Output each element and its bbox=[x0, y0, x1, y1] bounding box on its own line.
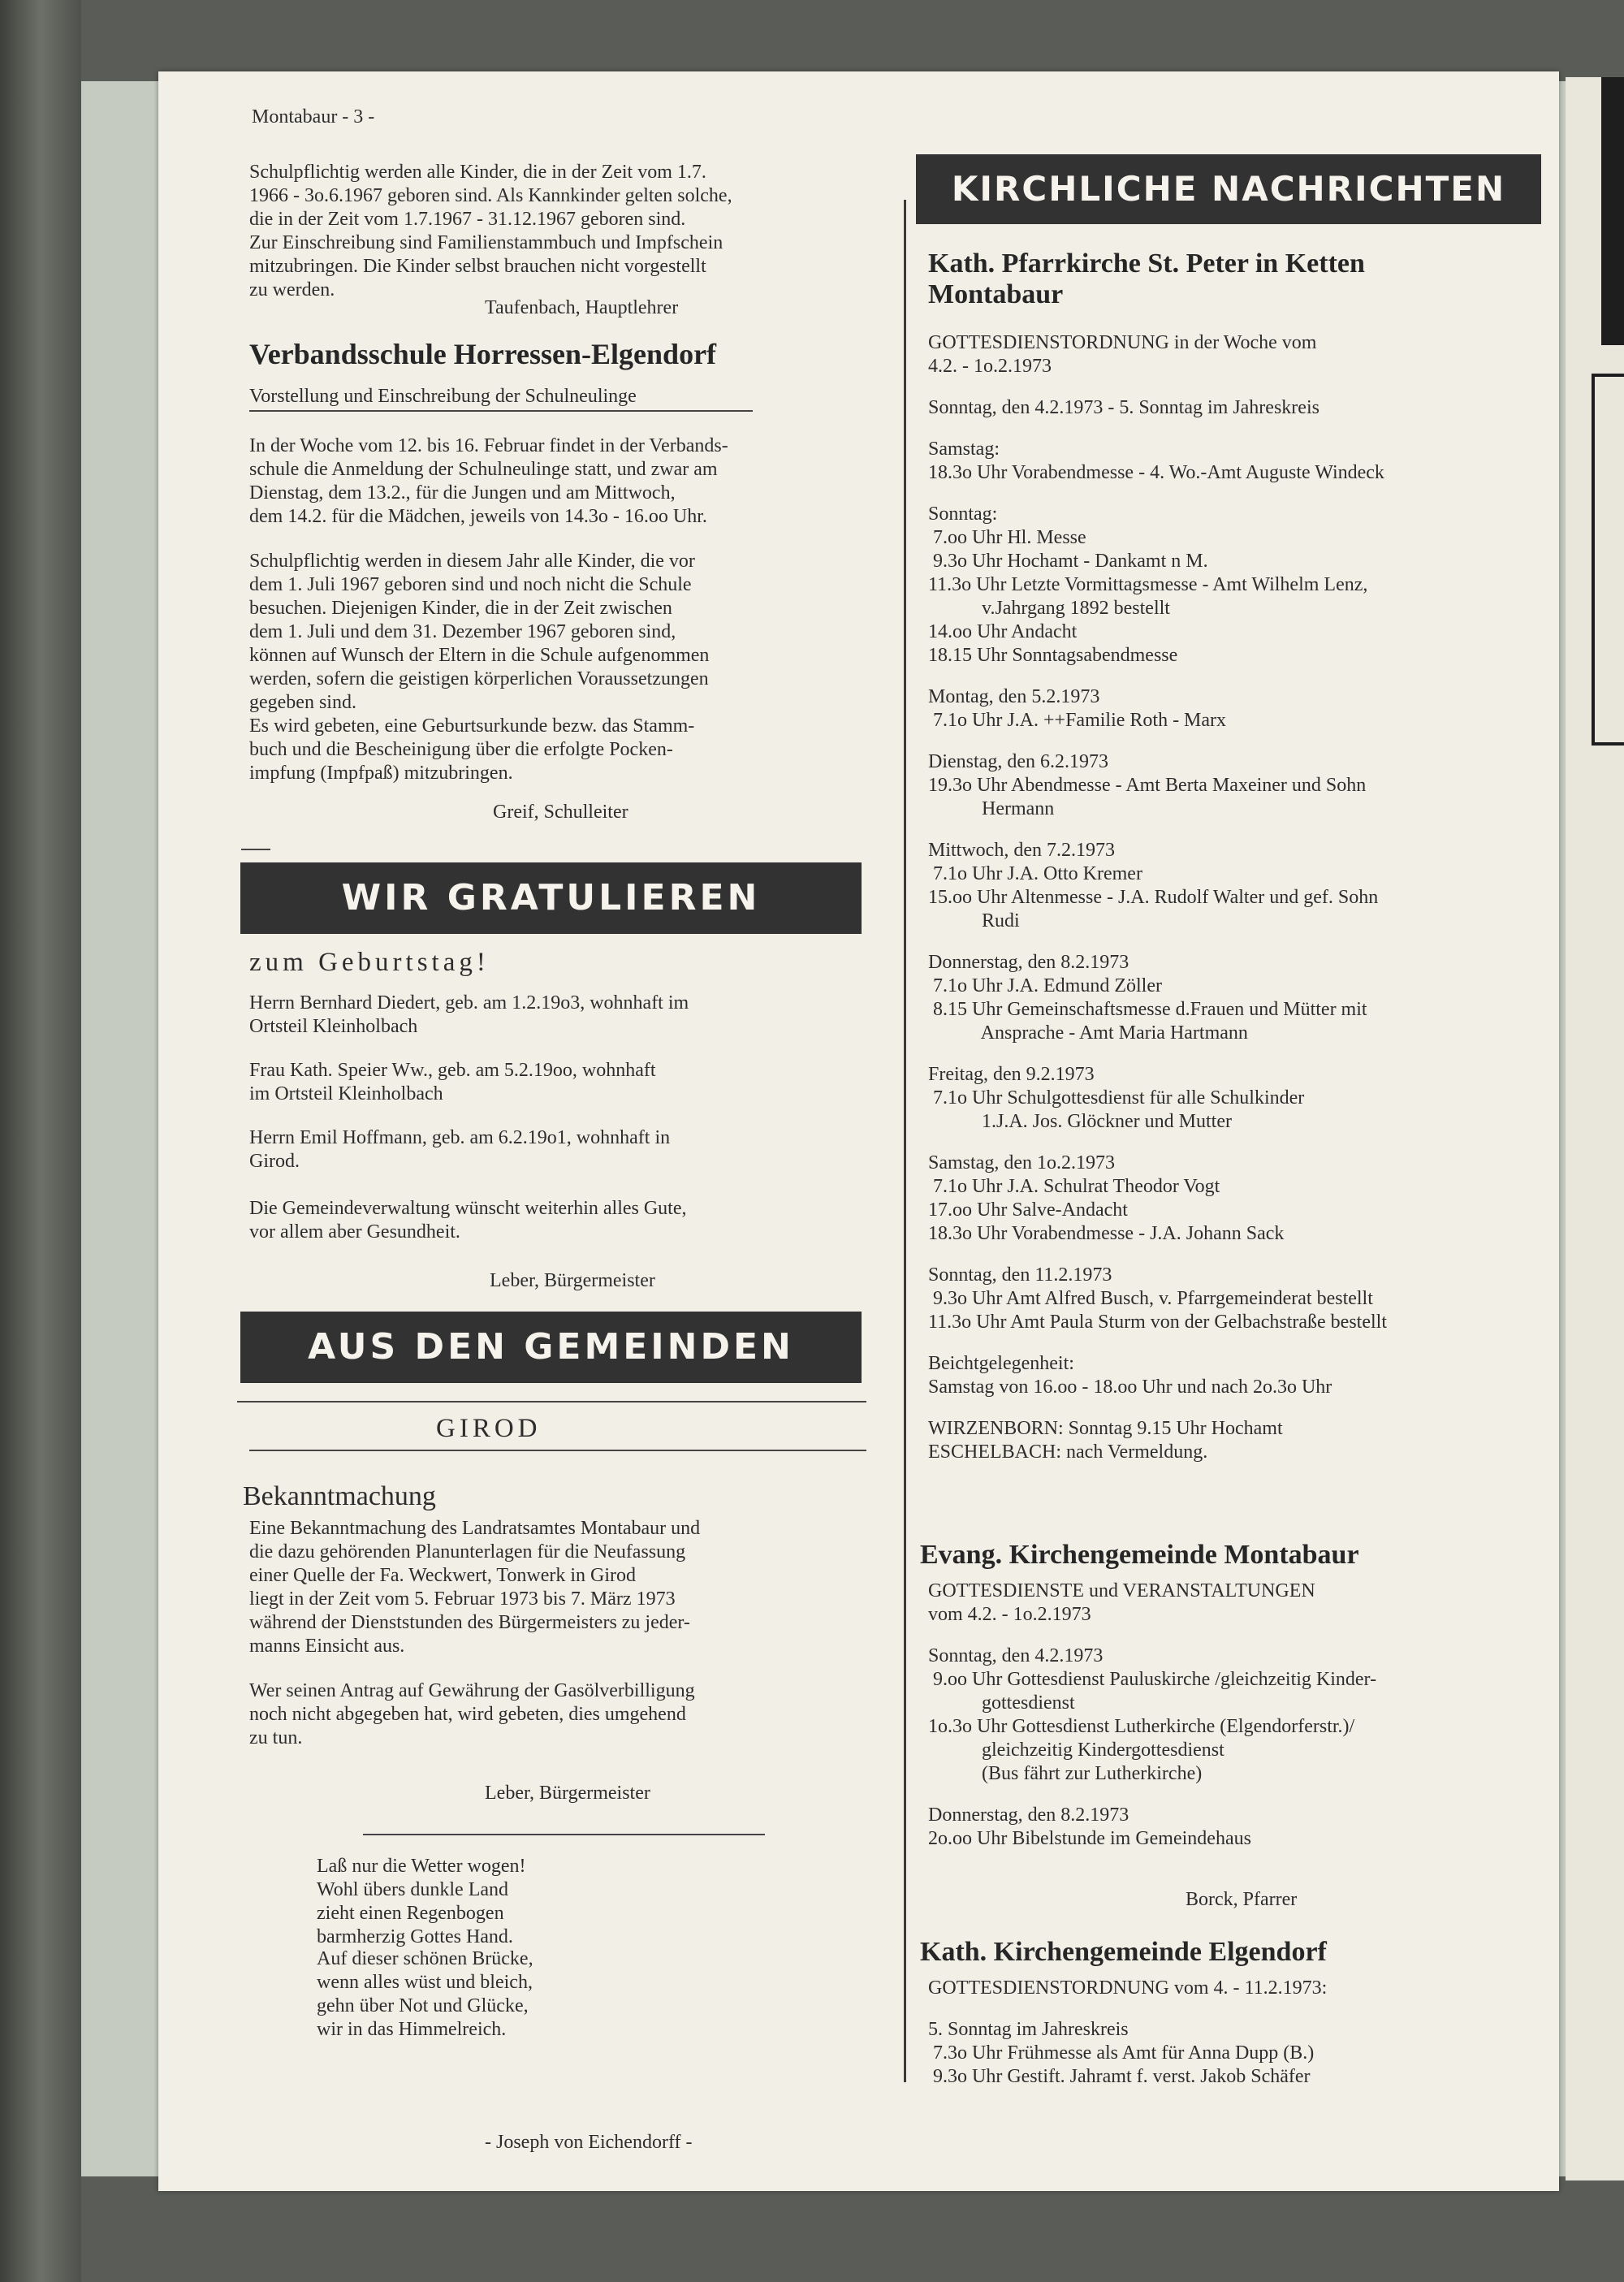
text-line: werden, sofern die geistigen körperlichen Voraussetzungen bbox=[249, 668, 709, 689]
text-line: Herrn Emil Hoffmann, geb. am 6.2.19o1, wohnhaft in bbox=[249, 1127, 671, 1148]
rule bbox=[363, 1834, 765, 1835]
text-line: GOTTESDIENSTORDNUNG vom 4. - 11.2.1973: bbox=[928, 1977, 1328, 1999]
text-line: zu werden. bbox=[249, 279, 335, 300]
text-line: gleichzeitig Kindergottesdienst bbox=[928, 1740, 1224, 1761]
subtitle-underline bbox=[249, 410, 753, 412]
newspaper-page bbox=[158, 71, 1559, 2191]
text-line: buch und die Bescheinigung über die erfolgte Pocken- bbox=[249, 739, 673, 760]
text-line: noch nicht abgegeben hat, wird gebeten, dies umgehend bbox=[249, 1704, 686, 1725]
text-line: 7.1o Uhr J.A. ++Familie Roth - Marx bbox=[928, 710, 1227, 731]
text-line: Auf dieser schönen Brücke, bbox=[317, 1948, 533, 1969]
text-line: ESCHELBACH: nach Vermeldung. bbox=[928, 1441, 1208, 1463]
text-line: liegt in der Zeit vom 5. Februar 1973 bis 7. März 1973 bbox=[249, 1588, 676, 1610]
evang-signature: Borck, Pfarrer bbox=[1186, 1889, 1298, 1910]
text-line: Rudi bbox=[928, 910, 1020, 931]
text-line: Zur Einschreibung sind Familienstammbuch und Impfschein bbox=[249, 232, 723, 253]
adjacent-page-edge bbox=[1566, 77, 1624, 2180]
rule bbox=[249, 1450, 866, 1451]
text-line: zieht einen Regenbogen bbox=[317, 1903, 504, 1924]
text-line: Es wird gebeten, eine Geburtsurkunde bezw. das Stamm- bbox=[249, 715, 695, 737]
text-line: impfung (Impfpaß) mitzubringen. bbox=[249, 763, 513, 784]
text-line: Samstag von 16.oo - 18.oo Uhr und nach 2o.3o Uhr bbox=[928, 1377, 1332, 1398]
text-line: GOTTESDIENSTORDNUNG in der Woche vom bbox=[928, 332, 1317, 353]
text-line: einer Quelle der Fa. Weckwert, Tonwerk in Girod bbox=[249, 1565, 637, 1586]
text-line: 9.3o Uhr Gestift. Jahramt f. verst. Jakob Schäfer bbox=[928, 2066, 1311, 2087]
birthday-signature: Leber, Bürgermeister bbox=[490, 1270, 655, 1291]
banner-kirchliche-nachrichten: KIRCHLICHE NACHRICHTEN bbox=[916, 154, 1541, 224]
text-line: Die Gemeindeverwaltung wünscht weiterhin alles Gute, bbox=[249, 1198, 687, 1219]
text-line: besuchen. Diejenigen Kinder, die in der Zeit zwischen bbox=[249, 598, 672, 619]
school-title: Verbandsschule Horressen-Elgendorf bbox=[249, 338, 717, 370]
intro-signature: Taufenbach, Hauptlehrer bbox=[485, 297, 679, 318]
text-line: 2o.oo Uhr Bibelstunde im Gemeindehaus bbox=[928, 1828, 1251, 1849]
text-line: 7.oo Uhr Hl. Messe bbox=[928, 527, 1086, 548]
text-line: 19.3o Uhr Abendmesse - Amt Berta Maxeiner und Sohn bbox=[928, 775, 1367, 796]
text-line: zu tun. bbox=[249, 1727, 303, 1748]
text-line: 7.3o Uhr Frühmesse als Amt für Anna Dupp (B.) bbox=[928, 2042, 1315, 2064]
text-line: die dazu gehörenden Planunterlagen für die Neufassung bbox=[249, 1541, 686, 1562]
text-line: 1966 - 3o.6.1967 geboren sind. Als Kannkinder gelten solche, bbox=[249, 185, 732, 206]
text-line: 18.15 Uhr Sonntagsabendmesse bbox=[928, 645, 1178, 666]
text-line: Herrn Bernhard Diedert, geb. am 1.2.19o3, wohnhaft im bbox=[249, 992, 689, 1014]
text-line: Dienstag, den 6.2.1973 bbox=[928, 751, 1108, 772]
text-line: wir in das Himmelreich. bbox=[317, 2019, 507, 2040]
text-line: 1o.3o Uhr Gottesdienst Lutherkirche (Elgendorferstr.)/ bbox=[928, 1716, 1355, 1737]
text-line: 1.J.A. Jos. Glöckner und Mutter bbox=[928, 1111, 1232, 1132]
text-line: 14.oo Uhr Andacht bbox=[928, 621, 1078, 642]
text-line: Sonntag: bbox=[928, 504, 998, 525]
text-line: 9.3o Uhr Hochamt - Dankamt n M. bbox=[928, 551, 1208, 572]
text-line: Hermann bbox=[928, 798, 1055, 819]
bekanntmachung-signature: Leber, Bürgermeister bbox=[485, 1783, 650, 1804]
text-line: dem 1. Juli 1967 geboren sind und noch nicht die Schule bbox=[249, 574, 692, 595]
girod-heading: GIROD bbox=[436, 1414, 542, 1443]
text-line: im Ortsteil Kleinholbach bbox=[249, 1083, 443, 1104]
text-line: mitzubringen. Die Kinder selbst brauchen nicht vorgestellt bbox=[249, 256, 706, 277]
text-line: vom 4.2. - 1o.2.1973 bbox=[928, 1604, 1091, 1625]
text-line: 11.3o Uhr Amt Paula Sturm von der Gelbachstraße bestellt bbox=[928, 1312, 1387, 1333]
text-line: GOTTESDIENSTE und VERANSTALTUNGEN bbox=[928, 1580, 1315, 1601]
text-line: 7.1o Uhr Schulgottesdienst für alle Schulkinder bbox=[928, 1087, 1305, 1109]
elgendorf-title: Kath. Kirchengemeinde Elgendorf bbox=[920, 1937, 1327, 1967]
text-line: In der Woche vom 12. bis 16. Februar findet in der Verbands- bbox=[249, 435, 728, 456]
text-line: barmherzig Gottes Hand. bbox=[317, 1926, 513, 1947]
text-line: Eine Bekanntmachung des Landratsamtes Montabaur und bbox=[249, 1518, 701, 1539]
text-line: Schulpflichtig werden in diesem Jahr alle Kinder, die vor bbox=[249, 551, 695, 572]
text-line: Frau Kath. Speier Ww., geb. am 5.2.19oo, wohnhaft bbox=[249, 1060, 656, 1081]
text-line: Laß nur die Wetter wogen! bbox=[317, 1856, 526, 1877]
text-line: Wer seinen Antrag auf Gewährung der Gasölverbilligung bbox=[249, 1680, 695, 1701]
text-line: 7.1o Uhr J.A. Edmund Zöller bbox=[928, 975, 1162, 996]
text-line: wenn alles wüst und bleich, bbox=[317, 1972, 533, 1993]
text-line: können auf Wunsch der Eltern in die Schule aufgenommen bbox=[249, 645, 710, 666]
text-line: Sonntag, den 4.2.1973 - 5. Sonntag im Jahreskreis bbox=[928, 397, 1320, 418]
banner-wir-gratulieren: WIR GRATULIEREN bbox=[240, 862, 862, 934]
text-line: WIRZENBORN: Sonntag 9.15 Uhr Hochamt bbox=[928, 1418, 1283, 1439]
text-line: Ansprache - Amt Maria Hartmann bbox=[928, 1022, 1248, 1044]
text-line: 18.3o Uhr Vorabendmesse - J.A. Johann Sack bbox=[928, 1223, 1285, 1244]
bekanntmachung-title: Bekanntmachung bbox=[243, 1481, 436, 1511]
text-line: 9.oo Uhr Gottesdienst Pauluskirche /gleichzeitig Kinder- bbox=[928, 1669, 1377, 1690]
text-line: 7.1o Uhr J.A. Otto Kremer bbox=[928, 863, 1142, 884]
text-line: gottesdienst bbox=[928, 1692, 1075, 1714]
text-line: Donnerstag, den 8.2.1973 bbox=[928, 1804, 1129, 1826]
text-line: die in der Zeit vom 1.7.1967 - 31.12.1967 geboren sind. bbox=[249, 209, 686, 230]
text-line: vor allem aber Gesundheit. bbox=[249, 1221, 460, 1243]
text-line: Freitag, den 9.2.1973 bbox=[928, 1064, 1095, 1085]
school-signature: Greif, Schulleiter bbox=[493, 802, 628, 823]
text-line: Sonntag, den 11.2.1973 bbox=[928, 1264, 1112, 1286]
text-line: Samstag, den 1o.2.1973 bbox=[928, 1152, 1115, 1173]
poem-author: - Joseph von Eichendorff - bbox=[485, 2132, 693, 2153]
rule bbox=[237, 1401, 866, 1402]
text-line: 15.oo Uhr Altenmesse - J.A. Rudolf Walter und gef. Sohn bbox=[928, 887, 1379, 908]
evang-title: Evang. Kirchengemeinde Montabaur bbox=[920, 1540, 1359, 1570]
book-binding bbox=[0, 0, 81, 2282]
text-line: 8.15 Uhr Gemeinschaftsmesse d.Frauen und Mütter mit bbox=[928, 999, 1367, 1020]
text-line: während der Dienststunden des Bürgermeisters zu jeder- bbox=[249, 1612, 690, 1633]
text-line: 9.3o Uhr Amt Alfred Busch, v. Pfarrgemeinderat bestellt bbox=[928, 1288, 1373, 1309]
text-line: v.Jahrgang 1892 bestellt bbox=[928, 598, 1170, 619]
text-line: 5. Sonntag im Jahreskreis bbox=[928, 2019, 1129, 2040]
text-line: 17.oo Uhr Salve-Andacht bbox=[928, 1199, 1128, 1221]
text-line: Dienstag, dem 13.2., für die Jungen und am Mittwoch, bbox=[249, 482, 676, 504]
text-line: 4.2. - 1o.2.1973 bbox=[928, 356, 1052, 377]
text-line: (Bus fährt zur Lutherkirche) bbox=[928, 1763, 1203, 1784]
rule bbox=[241, 849, 270, 850]
text-line: Mittwoch, den 7.2.1973 bbox=[928, 840, 1115, 861]
text-line: Sonntag, den 4.2.1973 bbox=[928, 1645, 1104, 1666]
school-subtitle: Vorstellung und Einschreibung der Schulneulinge bbox=[249, 386, 637, 407]
text-line: Donnerstag, den 8.2.1973 bbox=[928, 952, 1129, 973]
text-line: Samstag: bbox=[928, 439, 1000, 460]
text-line: dem 1. Juli und dem 31. Dezember 1967 geboren sind, bbox=[249, 621, 676, 642]
text-line: schule die Anmeldung der Schulneulinge statt, und zwar am bbox=[249, 459, 718, 480]
text-line: 11.3o Uhr Letzte Vormittagsmesse - Amt Wilhelm Lenz, bbox=[928, 574, 1368, 595]
text-line: dem 14.2. für die Mädchen, jeweils von 14.3o - 16.oo Uhr. bbox=[249, 506, 707, 527]
banner-aus-den-gemeinden: AUS DEN GEMEINDEN bbox=[240, 1312, 862, 1383]
text-line: 7.1o Uhr J.A. Schulrat Theodor Vogt bbox=[928, 1176, 1220, 1197]
text-line: manns Einsicht aus. bbox=[249, 1636, 405, 1657]
text-line: gegeben sind. bbox=[249, 692, 356, 713]
birthday-heading: zum Geburtstag! bbox=[249, 948, 490, 977]
column-divider bbox=[904, 200, 906, 2082]
text-line: Ortsteil Kleinholbach bbox=[249, 1016, 418, 1037]
page-header: Montabaur - 3 - bbox=[252, 106, 375, 127]
text-line: gehn über Not und Glücke, bbox=[317, 1995, 529, 2016]
kath-title-line-2: Montabaur bbox=[928, 279, 1064, 309]
kath-title-line-1: Kath. Pfarrkirche St. Peter in Ketten bbox=[928, 249, 1365, 279]
text-line: Wohl übers dunkle Land bbox=[317, 1879, 509, 1900]
text-line: 18.3o Uhr Vorabendmesse - 4. Wo.-Amt Auguste Windeck bbox=[928, 462, 1384, 483]
text-line: Beichtgelegenheit: bbox=[928, 1353, 1074, 1374]
text-line: Girod. bbox=[249, 1151, 300, 1172]
text-line: Schulpflichtig werden alle Kinder, die in der Zeit vom 1.7. bbox=[249, 162, 706, 183]
text-line: Montag, den 5.2.1973 bbox=[928, 686, 1100, 707]
